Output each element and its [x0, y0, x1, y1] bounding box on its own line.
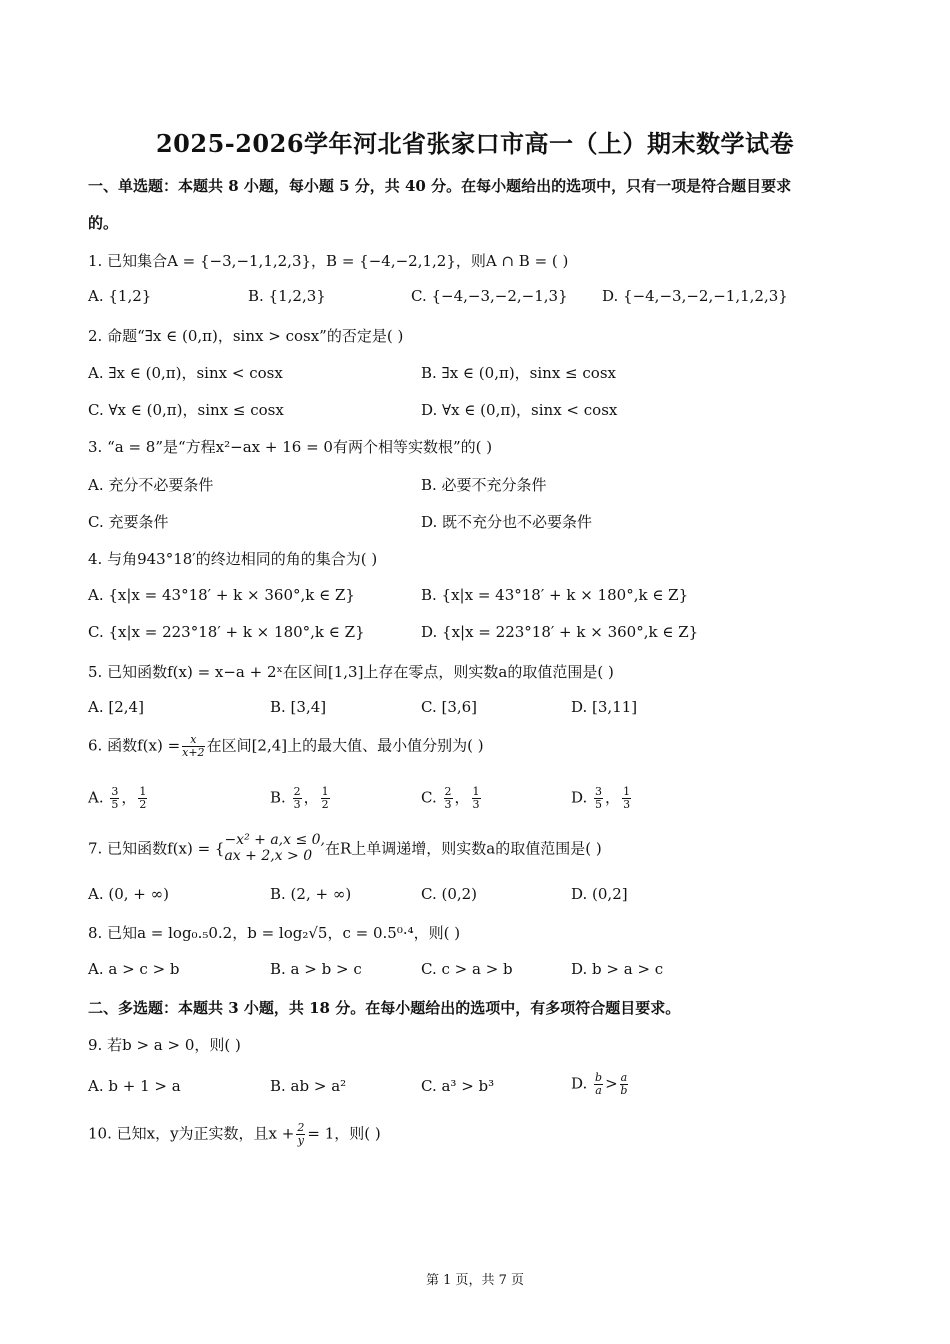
- q6-option-b-label: B.: [270, 788, 286, 807]
- q6-option-a-frac1: $\frac{3}{5}$: [111, 785, 119, 811]
- q7-option-d: D. (0,2]: [571, 885, 628, 903]
- q8-option-d: D. b > a > c: [571, 960, 664, 978]
- q6-option-c-frac1: $\frac{2}{3}$: [444, 785, 452, 811]
- q10-stem-post: = 1，则( ): [307, 1124, 381, 1143]
- q4-option-c: C. {x|x = 223°18′ + k × 180°,k ∈ Z}: [88, 623, 365, 641]
- q5-option-a: A. [2,4]: [88, 698, 144, 716]
- q6-stem-pre: 6. 函数f(x) =: [88, 736, 181, 755]
- page-title: 2025-2026学年河北省张家口市高一（上）期末数学试卷: [155, 129, 795, 158]
- q8-option-b: B. a > b > c: [270, 960, 362, 978]
- q5-option-d: D. [3,11]: [571, 698, 638, 716]
- question-7: [88, 832, 602, 864]
- q4-option-d: D. {x|x = 223°18′ + k × 360°,k ∈ Z}: [421, 623, 699, 641]
- q6-option-a-label: A.: [88, 788, 104, 807]
- q1-option-a: A. {1,2}: [88, 287, 152, 305]
- q4-option-b: B. {x|x = 43°18′ + k × 180°,k ∈ Z}: [421, 586, 689, 604]
- section-2-header: 二、多选题：本题共 3 小题，共 18 分。在每小题给出的选项中，有多项符合题目要求。: [88, 999, 681, 1017]
- question-3: 3. “a = 8”是“方程x²−ax + 16 = 0有两个相等实数根”的( ): [88, 438, 493, 456]
- question-5: 5. 已知函数f(x) = x−a + 2ˣ在区间[1,3]上存在零点，则实数a的取值范围是( ): [88, 663, 614, 681]
- q10-fraction: $\frac{2}{y}$: [297, 1121, 305, 1147]
- q2-option-a: A. ∃x ∈ (0,π)，sinx < cosx: [88, 364, 283, 382]
- q6-option-b-frac2: $\frac{1}{2}$: [321, 785, 329, 811]
- q5-option-b: B. [3,4]: [270, 698, 327, 716]
- q1-option-d: D. {−4,−3,−2,−1,1,2,3}: [602, 287, 788, 305]
- question-8: 8. 已知a = log₀.₅0.2，b = log₂√5，c = 0.5⁰·⁴，则( ): [88, 924, 461, 942]
- q7-stem-pre: 7. 已知函数f(x) = {: [88, 839, 225, 858]
- q2-option-c: C. ∀x ∈ (0,π)，sinx ≤ cosx: [88, 401, 284, 419]
- q6-option-b-frac1: $\frac{2}{3}$: [293, 785, 301, 811]
- q9-option-c: C. a³ > b³: [421, 1077, 495, 1095]
- q6-option-c: C. $\frac{2}{3}$ ， $\frac{1}{3}$: [421, 785, 480, 811]
- q9-option-a: A. b + 1 > a: [88, 1077, 181, 1095]
- q3-option-d: D. 既不充分也不必要条件: [421, 513, 593, 531]
- q6-option-d: D. $\frac{3}{5}$ ， $\frac{1}{3}$: [571, 785, 631, 811]
- q6-option-c-label: C.: [421, 788, 437, 807]
- q6-option-d-frac1: $\frac{3}{5}$: [595, 785, 603, 811]
- section-1-header: 一、单选题：本题共 8 小题，每小题 5 分，共 40 分。在每小题给出的选项中，只有一项是符合题目要求: [88, 177, 792, 195]
- q7-option-b: B. (2, + ∞): [270, 885, 352, 903]
- q7-case-1: −x² + a,x ≤ 0,: [224, 832, 326, 848]
- question-9: 9. 若b > a > 0，则( ): [88, 1036, 241, 1054]
- q6-frac-den: x+2: [182, 746, 205, 759]
- q7-option-a: A. (0, + ∞): [88, 885, 169, 903]
- q9-option-d-frac1: $\frac{b}{a}$: [595, 1071, 603, 1097]
- q6-option-a: A. $\frac{3}{5}$ ， $\frac{1}{2}$: [88, 785, 147, 811]
- q6-option-d-label: D.: [571, 788, 588, 807]
- q7-piecewise: [224, 832, 325, 864]
- question-10: [88, 1122, 381, 1147]
- q2-option-b: B. ∃x ∈ (0,π)，sinx ≤ cosx: [421, 364, 616, 382]
- q10-stem-pre: 10. 已知x，y为正实数，且x +: [88, 1124, 295, 1143]
- q6-option-b: B. $\frac{2}{3}$ ， $\frac{1}{2}$: [270, 785, 329, 811]
- q1-option-b: B. {1,2,3}: [248, 287, 326, 305]
- q7-case-2: ax + 2,x > 0: [224, 848, 313, 864]
- q9-option-d-frac2: $\frac{a}{b}$: [620, 1071, 628, 1097]
- question-2: 2. 命题“∃x ∈ (0,π)，sinx > cosx”的否定是( ): [88, 327, 404, 345]
- q6-option-c-frac2: $\frac{1}{3}$: [472, 785, 480, 811]
- question-6: [88, 734, 484, 759]
- section-1-header-cont: 的。: [88, 214, 119, 232]
- q9-option-d-label: D.: [571, 1074, 588, 1093]
- q9-option-d: D. $\frac{b}{a}$ > $\frac{a}{b}$: [571, 1071, 628, 1097]
- q5-option-c: C. [3,6]: [421, 698, 478, 716]
- q4-option-a: A. {x|x = 43°18′ + k × 360°,k ∈ Z}: [88, 586, 355, 604]
- q6-stem-post: 在区间[2,4]上的最大值、最小值分别为( ): [206, 736, 484, 755]
- q8-option-a: A. a > c > b: [88, 960, 180, 978]
- q7-option-c: C. (0,2): [421, 885, 478, 903]
- q3-option-a: A. 充分不必要条件: [88, 476, 214, 494]
- q3-option-c: C. 充要条件: [88, 513, 169, 531]
- q1-option-c: C. {−4,−3,−2,−1,3}: [411, 287, 568, 305]
- q9-option-b: B. ab > a²: [270, 1077, 347, 1095]
- q6-frac-num: x: [182, 734, 204, 747]
- question-4: 4. 与角943°18′的终边相同的角的集合为( ): [88, 550, 378, 568]
- q6-option-a-frac2: $\frac{1}{2}$: [139, 785, 147, 811]
- q6-fraction: [182, 734, 204, 759]
- question-1: 1. 已知集合A = {−3,−1,1,2,3}，B = {−4,−2,1,2}，则A ∩ B = ( ): [88, 252, 569, 270]
- page-footer: 第 1 页，共 7 页: [425, 1273, 525, 1288]
- q8-option-c: C. c > a > b: [421, 960, 513, 978]
- q3-option-b: B. 必要不充分条件: [421, 476, 547, 494]
- q6-option-d-frac2: $\frac{1}{3}$: [623, 785, 631, 811]
- q2-option-d: D. ∀x ∈ (0,π)，sinx < cosx: [421, 401, 618, 419]
- q7-stem-post: 在R上单调递增，则实数a的取值范围是( ): [325, 839, 602, 858]
